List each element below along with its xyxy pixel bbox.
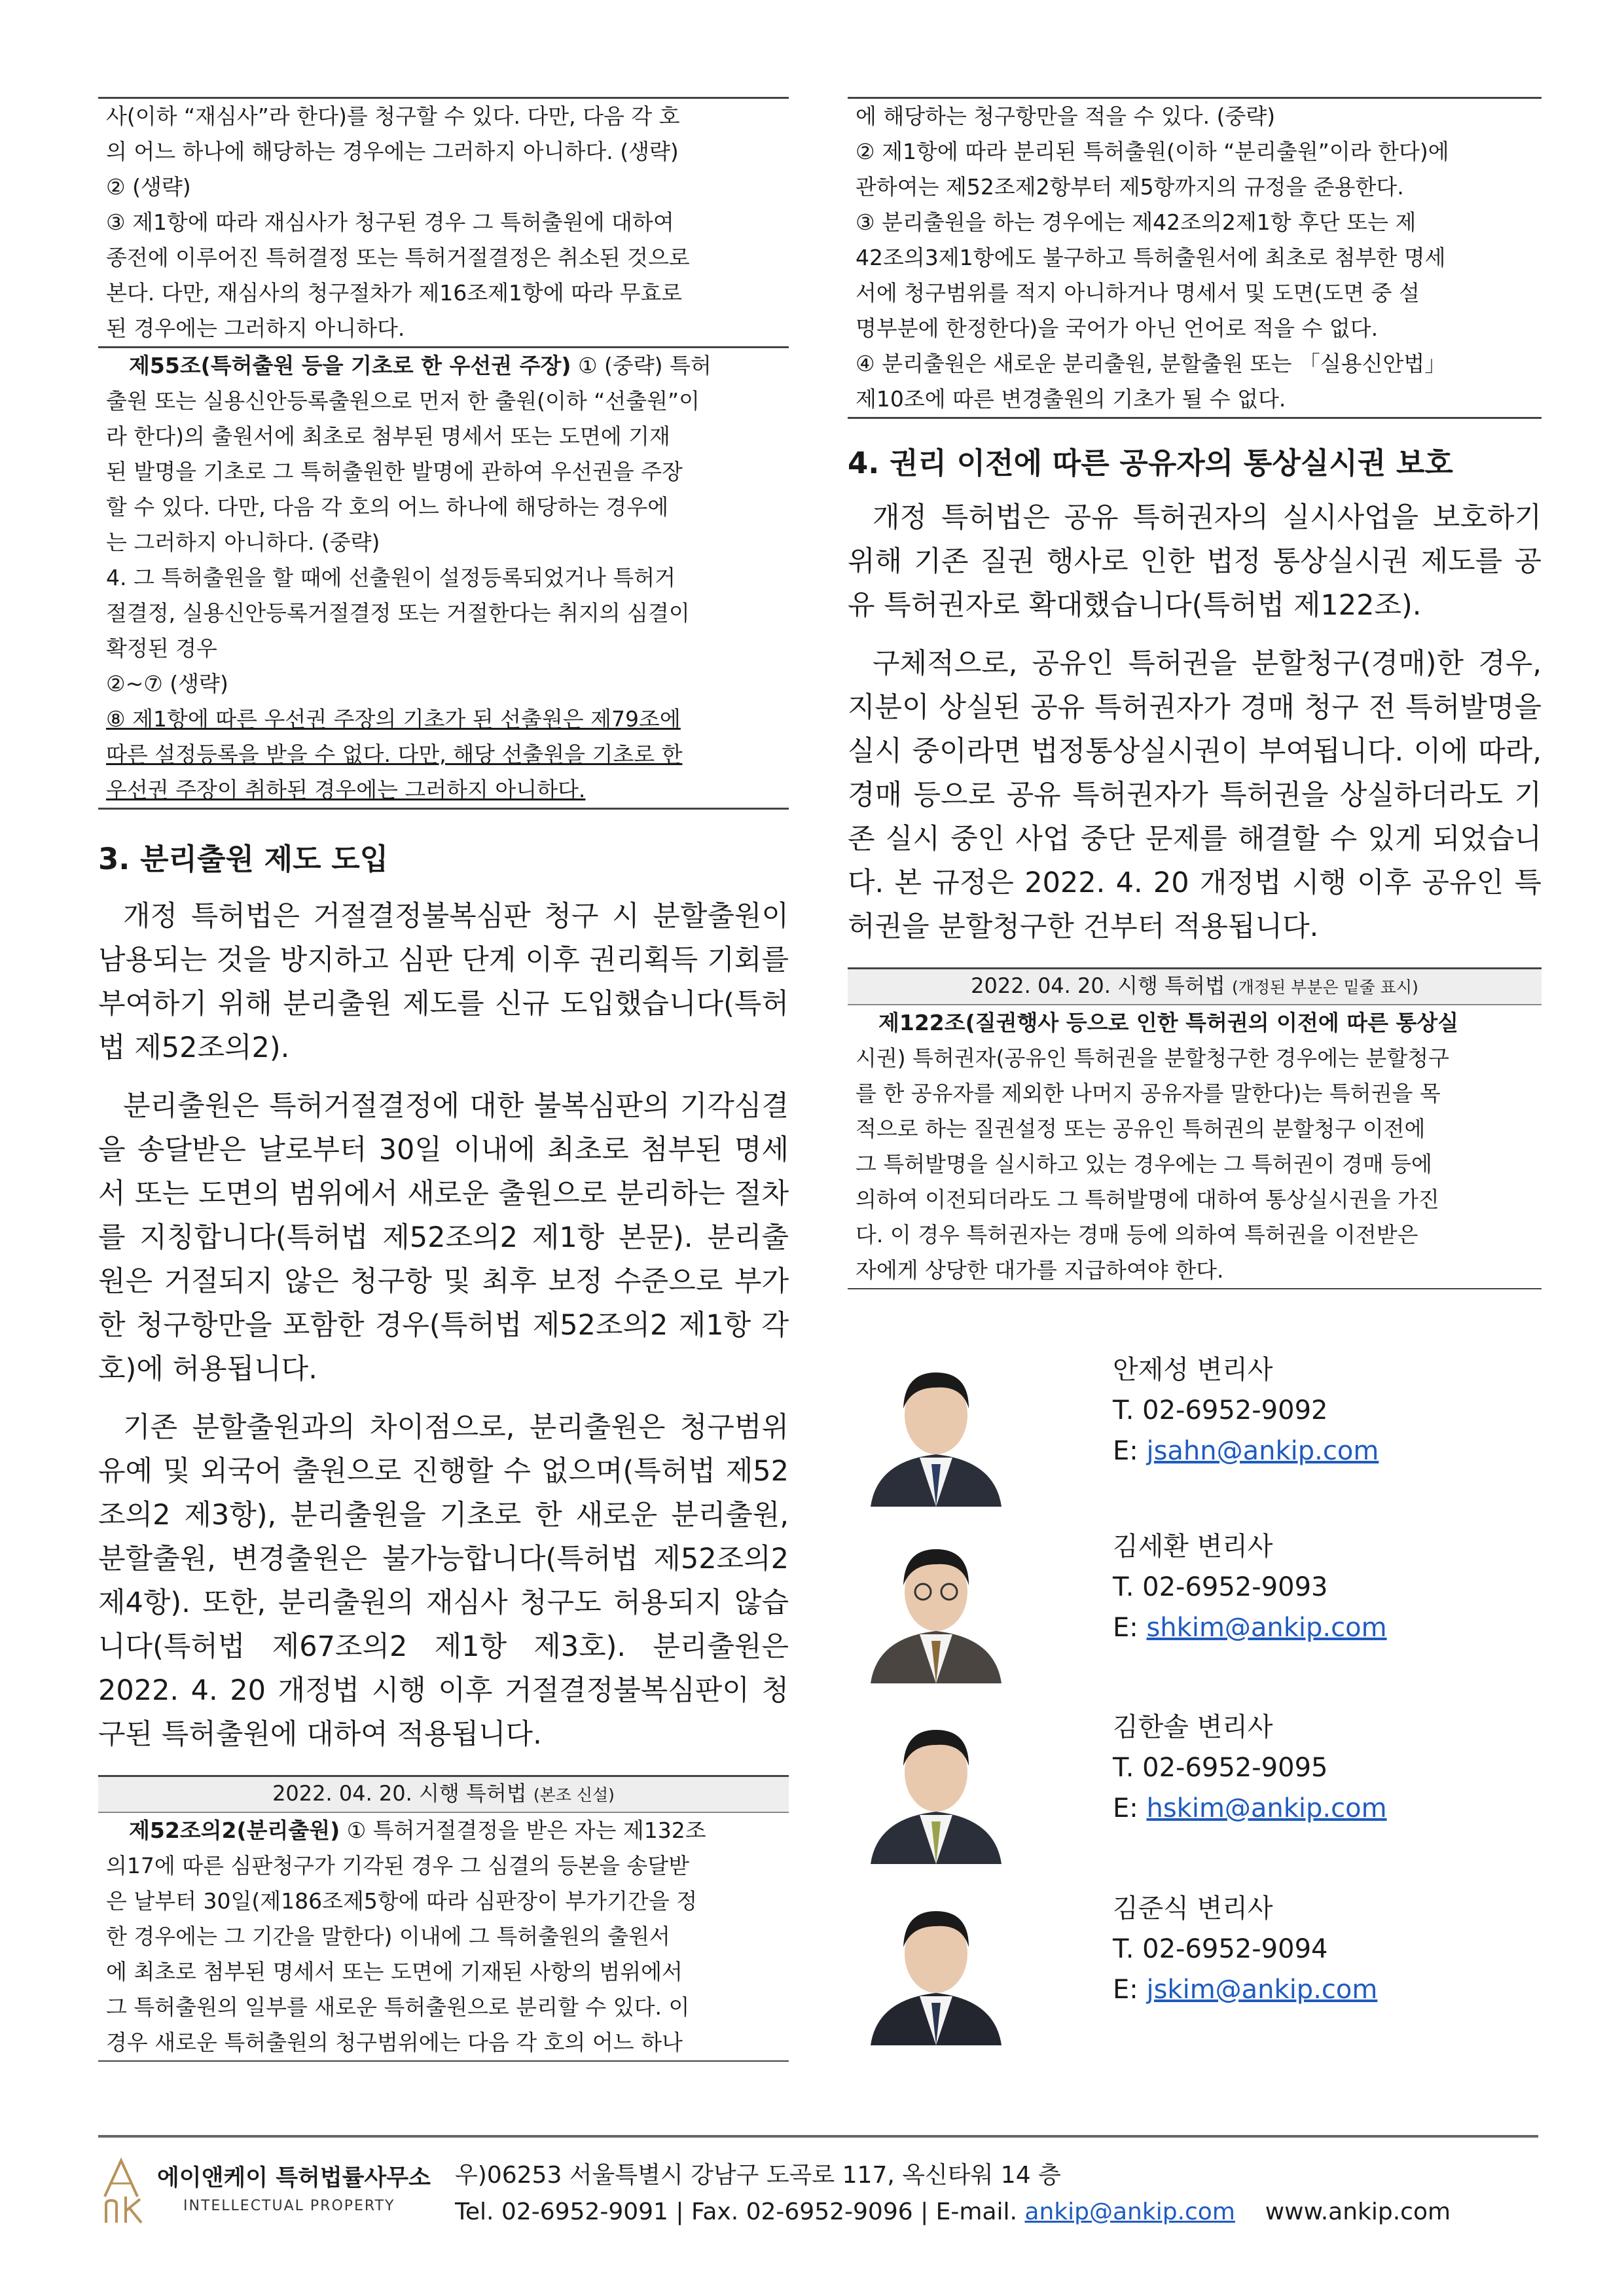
law-line-underlined: ⑧ 제1항에 따른 우선권 주장의 기초가 된 선출원은 제79조에 [106,706,681,732]
article-title: 제55조(특허출원 등을 기초로 한 우선권 주장) [129,353,571,378]
law-line [98,1813,789,1848]
law-excerpt-box-1 [98,97,789,348]
attorney-card [857,1707,1538,1864]
law-line: 시권) 특허권자(공유인 특허권을 분할청구한 경우에는 분할청구 [856,1045,1450,1071]
attorney-name: 김한솔 변리사 [1113,1712,1273,1742]
law-line: 서에 청구범위를 적지 아니하거나 명세서 및 도면(도면 중 설 [856,280,1420,306]
attorney-photo [857,1888,1015,2045]
excerpt-header-text: 2022. 04. 20. 시행 특허법 [971,973,1225,998]
attorney-phone: T. 02-6952-9094 [1113,1934,1328,1964]
left-column [98,97,789,2062]
section-3-paragraph: 분리출원은 특허거절결정에 대한 불복심판의 기각심결을 송달받은 날로부터 30일 이내에 최초로 첨부된 명세서 또는 도면의 범위에서 새로운 출원으로 분리하는 절차를 지칭합니다(특허법 제52조의2 제1항 본문). 분리출원은 거절되지 않은 청구항 및 최후 보정 수준으로 부가한 청구항만을 포함한 경우(특허법 제52조의2 제1항 각호)에 허용됩니다. [98,1090,789,1386]
law-line: 사(이하 “재심사”라 한다)를 청구할 수 있다. 다만, 다음 각 호 [106,103,680,129]
law-line: 은 날부터 30일(제186조제5항에 따라 심판장이 부가기간을 정 [106,1888,698,1914]
footer [98,2135,1538,2242]
law-line: 라 한다)의 출원서에 최초로 첨부된 명세서 또는 도면에 기재 [106,423,670,449]
law-line: 출원 또는 실용신안등록출원으로 먼저 한 출원(이하 “선출원”이 [106,388,700,414]
section-3-paragraph: 기존 분할출원과의 차이점으로, 분리출원은 청구범위 유예 및 외국어 출원으로 진행할 수 없으며(특허법 제52조의2 제3항), 분리출원을 기초로 한 새로운 분리출원, 분할출원, 변경출원은 불가능합니다(특허법 제52조의2 제4항). 또한, 분리출원의 재심사 청구도 허용되지 않습니다(특허법 제67조의2 제1항 제3호). 분리출원은 2022. 4. 20 개정법 시행 이후 거절결정불복심판이 청구된 특허출원에 대하여 적용됩니다. [98,1411,789,1751]
attorney-info [1113,1888,1377,2010]
law-line: ③ 제1항에 따라 재심사가 청구된 경우 그 특허출원에 대하여 [106,209,674,235]
ank-logo-icon [98,2157,151,2229]
law-line: 절결정, 실용신안등록거절결정 또는 거절한다는 취지의 심결이 [106,600,690,626]
excerpt-header-note: (본조 신설) [533,1785,615,1804]
attorney-photo [857,1707,1015,1864]
excerpt-header [848,967,1542,1005]
attorney-info [1113,1707,1387,1829]
article-title: 제52조의2(분리출원) [129,1818,340,1843]
law-line: 종전에 이루어진 특허결정 또는 특허거절결정은 취소된 것으로 [106,245,690,270]
law-line: 제10조에 따른 변경출원의 기초가 될 수 없다. [856,386,1286,412]
law-line: 된 경우에는 그러하지 아니하다. [106,315,405,341]
law-line: 확정된 경우 [106,636,217,661]
section-3-paragraph: 개정 특허법은 거절결정불복심판 청구 시 분할출원이 남용되는 것을 방지하고 심판 단계 이후 권리획득 기회를 부여하기 위해 분리출원 제도를 신규 도입했습니다(특허법 제52조의2). [98,900,789,1064]
section-4-paragraph: 구체적으로, 공유인 특허권을 분할청구(경매)한 경우, 지분이 상실된 공유 특허권자가 경매 청구 전 특허발명을 실시 중이라면 법정통상실시권이 부여됩니다. 이에 따라, 경매 등으로 공유 특허권자가 특허권을 상실하더라도 기존 실시 중인 사업 중단 문제를 해결할 수 있게 되었습니다. 본 규정은 2022. 4. 20 개정법 시행 이후 공유인 특허권을 분할청구한 건부터 적용됩니다. [848,647,1542,943]
attorney-email-row [1113,1431,1379,1471]
law-line: 관하여는 제52조제2항부터 제5항까지의 규정을 준용한다. [856,174,1404,200]
law-line: 는 그러하지 아니하다. (중략) [106,529,380,555]
excerpt-header [98,1775,789,1813]
attorney-email-row [1113,1788,1387,1829]
right-column [848,97,1542,1289]
law-line: 42조의3제1항에도 불구하고 특허출원서에 최초로 첨부한 명세 [856,245,1446,270]
attorney-phone: T. 02-6952-9092 [1113,1395,1328,1426]
email-prefix: E: [1113,1975,1147,2005]
law-excerpt-box-4 [848,967,1542,1289]
law-text: ① 특허거절결정을 받은 자는 제132조 [340,1818,706,1843]
law-line: 된 발명을 기초로 그 특허출원한 발명에 관하여 우선권을 주장 [106,459,683,484]
footer-spacer [1235,2198,1265,2225]
law-excerpt-box-3 [98,1775,789,2062]
attorney-phone: T. 02-6952-9095 [1113,1753,1328,1783]
law-line: ② (생략) [106,174,191,200]
law-line: 그 특허발명을 실시하고 있는 경우에는 그 특허권이 경매 등에 [856,1151,1432,1177]
firm-logo [98,2157,465,2229]
law-line: 의 어느 하나에 해당하는 경우에는 그러하지 아니하다. (생략) [106,139,679,164]
footer-email-link[interactable]: ankip@ankip.com [1024,2198,1235,2225]
section-4-title: 4. 권리 이전에 따른 공유자의 통상실시권 보호 [848,446,1453,480]
attorney-name: 김세환 변리사 [1113,1532,1273,1562]
attorney-name: 김준식 변리사 [1113,1893,1273,1924]
law-line: 자에게 상당한 대가를 지급하여야 한다. [856,1257,1224,1283]
law-line: 4. 그 특허출원을 할 때에 선출원이 설정등록되었거나 특허거 [106,565,676,590]
footer-phone-fax: Tel. 02-6952-9091 | Fax. 02-6952-9096 | E-mail. [455,2198,1025,2225]
law-line: 한 경우에는 그 기간을 말한다) 이내에 그 특허출원의 출원서 [106,1924,670,1949]
email-prefix: E: [1113,1793,1147,1823]
law-line: 의하여 이전되더라도 그 특허발명에 대하여 통상실시권을 가진 [856,1187,1439,1212]
law-line: 적으로 하는 질권설정 또는 공유인 특허권의 분할청구 이전에 [856,1116,1426,1141]
law-line: 에 최초로 첨부된 명세서 또는 도면에 기재된 사항의 범위에서 [106,1959,683,1984]
attorney-email-link[interactable]: hskim@ankip.com [1146,1793,1387,1823]
law-line: 할 수 있다. 다만, 다음 각 호의 어느 하나에 해당하는 경우에 [106,494,669,520]
law-line: 의17에 따른 심판청구가 기각된 경우 그 심결의 등본을 송달받 [106,1853,689,1878]
firm-subtitle: INTELLECTUAL PROPERTY [183,2198,395,2214]
law-line: 를 한 공유자를 제외한 나머지 공유자를 말한다)는 특허권을 목 [856,1081,1441,1106]
law-excerpt-box-2 [98,348,789,810]
law-line: 다. 이 경우 특허권자는 경매 등에 의하여 특허권을 이전받은 [856,1222,1418,1247]
attorney-photo [857,1526,1015,1683]
attorney-info [1113,1526,1387,1648]
footer-contact-line [455,2194,1451,2231]
excerpt-header-note: (개정된 부분은 밑줄 표시) [1231,978,1418,997]
attorney-photo [857,1350,1015,1507]
law-line [98,348,789,384]
law-line: 그 특허출원의 일부를 새로운 특허출원으로 분리할 수 있다. 이 [106,1994,690,2020]
law-line: ③ 분리출원을 하는 경우에는 제42조의2제1항 후단 또는 제 [856,209,1416,235]
attorney-name: 안제성 변리사 [1113,1355,1273,1385]
attorney-phone: T. 02-6952-9093 [1113,1572,1328,1602]
law-line: 명부분에 한정한다)을 국어가 아닌 언어로 적을 수 없다. [856,315,1379,341]
law-line-underlined: 우선권 주장이 취하된 경우에는 그러하지 아니하다. [106,777,586,802]
footer-contact [455,2157,1451,2231]
attorney-email-row [1113,1607,1387,1648]
attorney-email-link[interactable]: jskim@ankip.com [1146,1975,1378,2005]
section-4-paragraph: 개정 특허법은 공유 특허권자의 실시사업을 보호하기 위해 기존 질권 행사로 인한 법정 통상실시권 제도를 공유 특허권자로 확대했습니다(특허법 제122조). [848,501,1542,622]
law-line: ④ 분리출원은 새로운 분리출원, 분할출원 또는 「실용신안법」 [856,351,1447,376]
attorney-info [1113,1350,1379,1471]
footer-website-link[interactable]: www.ankip.com [1265,2198,1451,2225]
attorney-card [857,1888,1538,2045]
article-title: 제122조(질권행사 등으로 인한 특허권의 이전에 따른 통상실 [878,1010,1459,1035]
attorney-email-row [1113,1969,1377,2010]
law-line: ② 제1항에 따라 분리된 특허출원(이하 “분리출원”이라 한다)에 [856,139,1449,164]
law-line-underlined: 따른 설정등록을 받을 수 없다. 다만, 해당 선출원을 기초로 한 [106,742,683,767]
law-text: ① (중략) 특허 [571,353,712,378]
attorney-card [857,1526,1538,1683]
section-3-title: 3. 분리출원 제도 도입 [98,842,389,876]
law-line: 본다. 다만, 재심사의 청구절차가 제16조제1항에 따라 무효로 [106,280,683,306]
email-prefix: E: [1113,1613,1147,1643]
firm-name: 에이앤케이 특허법률사무소 [157,2165,431,2191]
attorney-card [857,1350,1538,1507]
footer-address: 우)06253 서울특별시 강남구 도곡로 117, 옥신타워 14 층 [455,2162,1061,2189]
email-prefix: E: [1113,1436,1147,1466]
law-line: ②~⑦ (생략) [106,671,228,696]
attorney-email-link[interactable]: jsahn@ankip.com [1146,1436,1379,1466]
law-excerpt-box-continued [848,97,1542,419]
law-line: 에 해당하는 청구항만을 적을 수 있다. (중략) [856,103,1276,129]
excerpt-header-text: 2022. 04. 20. 시행 특허법 [272,1781,527,1806]
law-line: 경우 새로운 특허출원의 청구범위에는 다음 각 호의 어느 하나 [106,2030,683,2055]
attorney-email-link[interactable]: shkim@ankip.com [1146,1613,1387,1643]
